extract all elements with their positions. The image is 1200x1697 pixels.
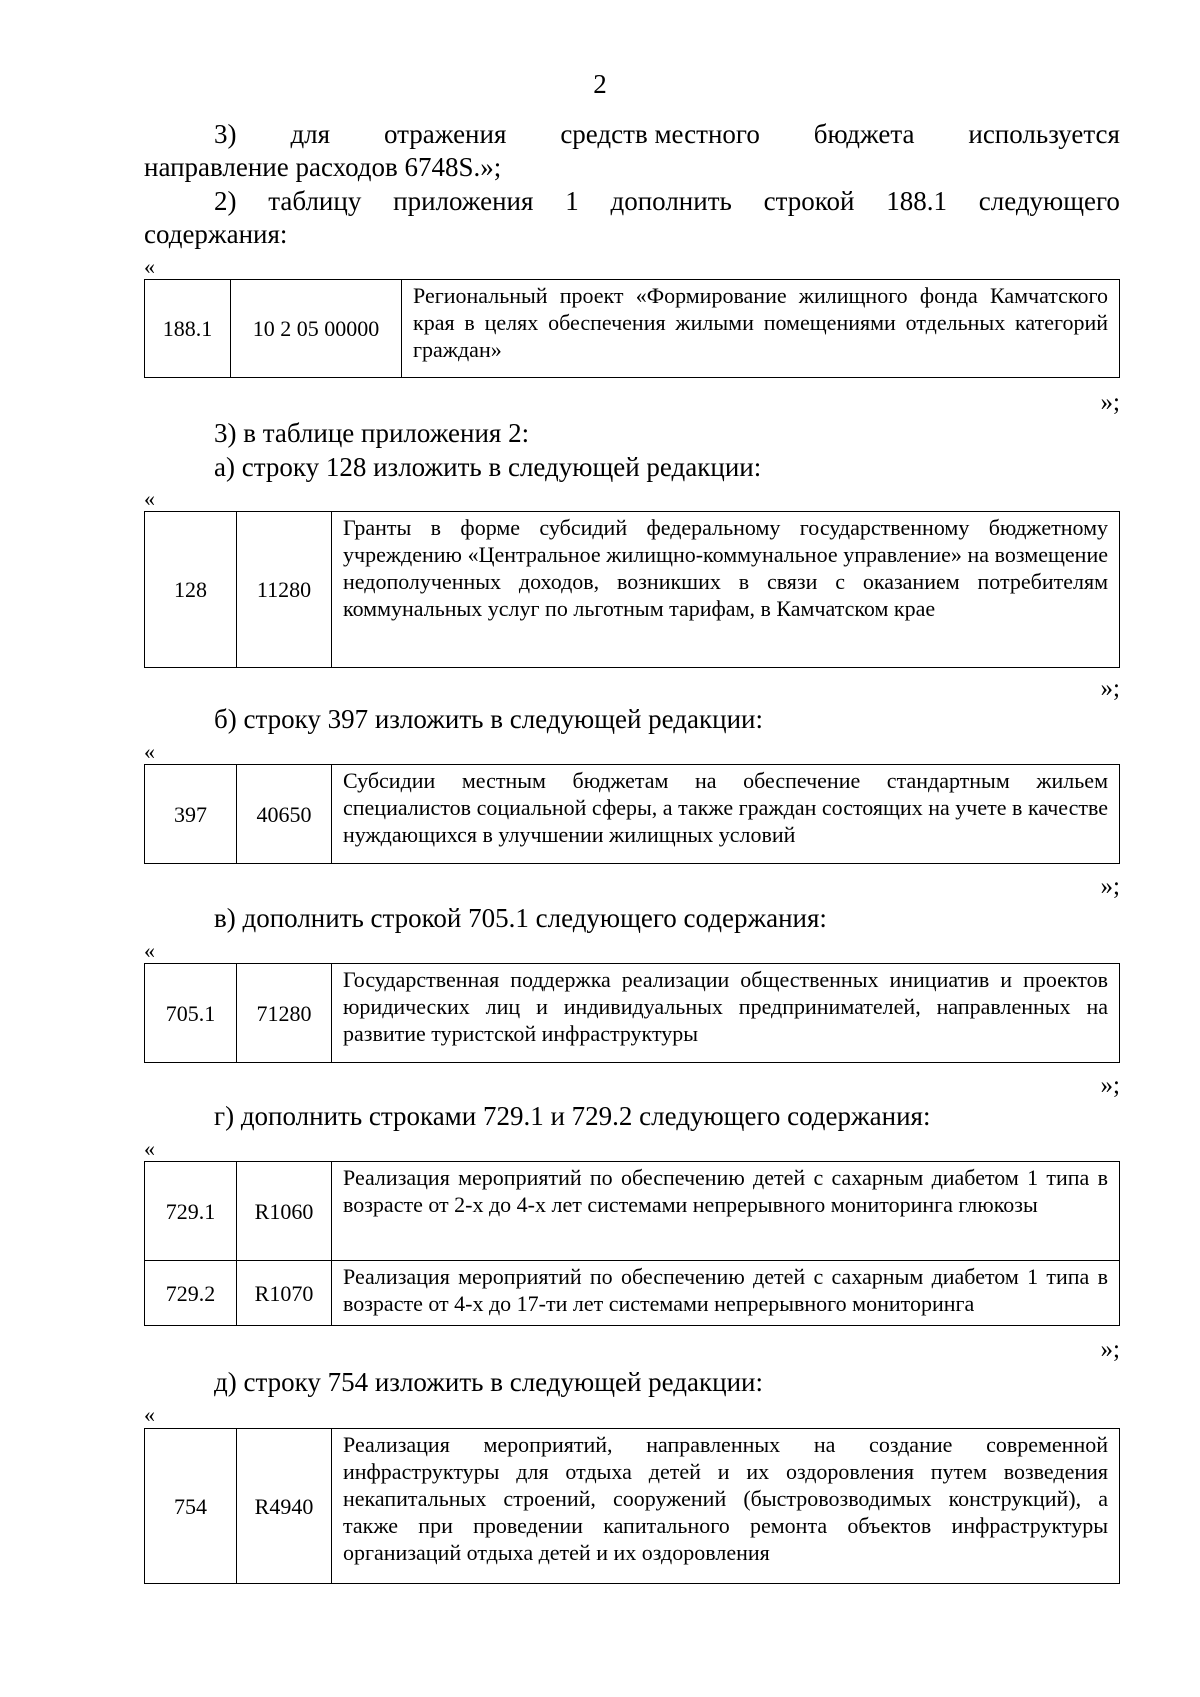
table-729 — [144, 1161, 1120, 1326]
word: 2) — [214, 186, 237, 216]
close-quote: »; — [1100, 873, 1120, 900]
close-quote: »; — [1100, 1336, 1120, 1363]
row-code: R1060 — [237, 1162, 332, 1261]
row-number: 397 — [145, 765, 237, 864]
row-number: 128 — [145, 512, 237, 668]
table-397 — [144, 764, 1120, 864]
open-quote: « — [144, 938, 155, 963]
section-v-heading: в) дополнить строкой 705.1 следующего содержания: — [214, 903, 827, 933]
row-description: Гранты в форме субсидий федеральному государственному бюджетному учреждению «Центральное жилищно-коммунальное управление» на возмещение недополученных доходов, возникших в связи с оказанием потребителям коммунальных услуг по льготным тарифам, в Камчатском крае — [332, 512, 1120, 668]
word: бюджета — [813, 119, 915, 149]
table-754 — [144, 1428, 1120, 1584]
row-description: Субсидии местным бюджетам на обеспечение стандартным жильем специалистов социальной сферы, а также граждан состоящих на учете в качестве нуждающихся в улучшении жилищных условий — [332, 765, 1120, 864]
item3-heading: 3) в таблице приложения 2: — [214, 418, 530, 448]
close-quote: »; — [1100, 1072, 1120, 1099]
word: приложения — [393, 186, 534, 216]
row-description: Региональный проект «Формирование жилищного фонда Камчатского края в целях обеспечения жилыми помещениями отдельных категорий граждан» — [402, 280, 1120, 378]
table-row — [145, 1162, 1120, 1261]
row-number: 705.1 — [145, 964, 237, 1063]
row-description: Реализация мероприятий по обеспечению детей с сахарным диабетом 1 типа в возрасте от 2-х до 4-х лет системами непрерывного мониторинга глюкозы — [332, 1162, 1120, 1261]
table-row — [145, 1429, 1120, 1584]
section-a-heading: а) строку 128 изложить в следующей редакции: — [214, 452, 762, 482]
row-code: 11280 — [237, 512, 332, 668]
row-description: Государственная поддержка реализации общественных инициатив и проектов юридических лиц и индивидуальных предпринимателей, направленных на развитие туристской инфраструктуры — [332, 964, 1120, 1063]
close-quote: »; — [1100, 675, 1120, 702]
row-description: Реализация мероприятий, направленных на создание современной инфраструктуры для отдыха детей и их оздоровления путем возведения некапитальных строений, сооружений (быстровозводимых конструкций), а также при проведении капитального ремонта объектов инфраструктуры организаций отдыха детей и их оздоровления — [332, 1429, 1120, 1584]
row-code: 10 2 05 00000 — [231, 280, 402, 378]
row-number: 188.1 — [145, 280, 231, 378]
section-d-heading: д) строку 754 изложить в следующей редакции: — [214, 1367, 763, 1397]
open-quote: « — [144, 1402, 155, 1427]
row-code: 40650 — [237, 765, 332, 864]
word: 3) — [214, 119, 237, 149]
row-code: 71280 — [237, 964, 332, 1063]
word: дополнить — [610, 186, 732, 216]
word: для — [290, 119, 331, 149]
row-code: R4940 — [237, 1429, 332, 1584]
word: строкой — [763, 186, 855, 216]
section-b-heading: б) строку 397 изложить в следующей редакции: — [214, 704, 763, 734]
table-row — [145, 765, 1120, 864]
item2-line1 — [144, 185, 1120, 217]
table-row — [145, 280, 1120, 378]
word: средств местного — [560, 119, 760, 149]
table-705-1 — [144, 963, 1120, 1063]
word: 1 — [565, 186, 579, 216]
row-number: 729.2 — [145, 1261, 237, 1326]
word: 188.1 — [886, 186, 947, 216]
row-number: 754 — [145, 1429, 237, 1584]
word: следующего — [978, 186, 1120, 216]
word: отражения — [384, 119, 507, 149]
open-quote: « — [144, 486, 155, 511]
item3-line2: направление расходов 6748S.»; — [144, 152, 502, 182]
word: используется — [968, 119, 1120, 149]
table-128 — [144, 511, 1120, 668]
close-quote: »; — [1100, 389, 1120, 416]
page-number: 2 — [593, 69, 607, 99]
item2-line2: содержания: — [144, 219, 288, 249]
table-row — [145, 964, 1120, 1063]
open-quote: « — [144, 739, 155, 764]
row-number: 729.1 — [145, 1162, 237, 1261]
word: таблицу — [268, 186, 362, 216]
table-row — [145, 1261, 1120, 1326]
table-row — [145, 512, 1120, 668]
item3-line1 — [144, 118, 1120, 150]
row-description: Реализация мероприятий по обеспечению детей с сахарным диабетом 1 типа в возрасте от 4-х до 17-ти лет системами непрерывного мониторинга — [332, 1261, 1120, 1326]
section-g-heading: г) дополнить строками 729.1 и 729.2 следующего содержания: — [214, 1101, 931, 1131]
table-188-1 — [144, 279, 1120, 378]
open-quote: « — [144, 1136, 155, 1161]
open-quote: « — [144, 254, 155, 279]
row-code: R1070 — [237, 1261, 332, 1326]
